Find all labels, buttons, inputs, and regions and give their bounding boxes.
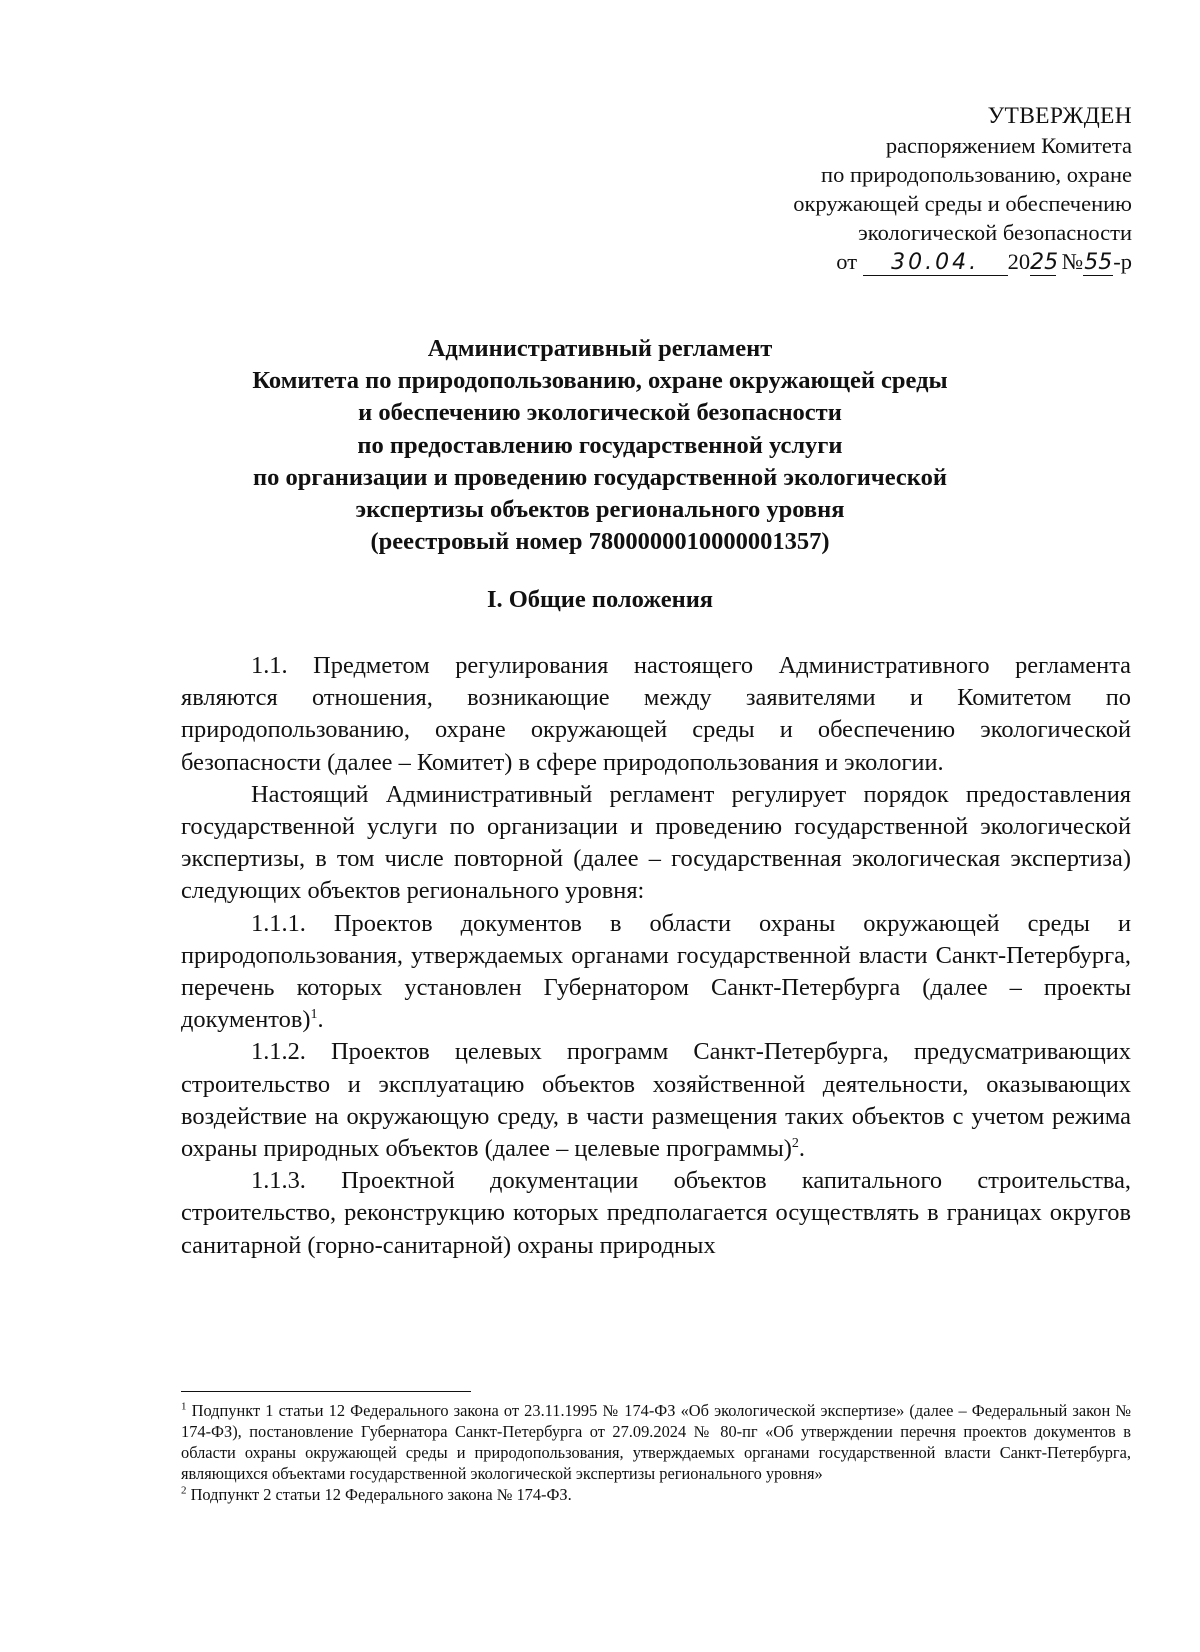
title-line: (реестровый номер 7800000010000001357) — [370, 528, 830, 556]
footnote-mark: 2 — [181, 1484, 187, 1497]
title-line: по предоставлению государственной услуги — [357, 431, 843, 459]
title-line: экспертизы объектов регионального уровня — [355, 496, 845, 524]
footnotes — [181, 1400, 1131, 1505]
approval-line: окружающей среды и обеспечению — [793, 191, 1132, 216]
handwritten-number: 55 — [1084, 250, 1113, 275]
handwritten-date: 30.04. — [863, 251, 1008, 276]
paragraph: Настоящий Административный регламент регулирует порядок предоставления государственной услуги по организации и проведению государственной экологической экспертизы, в том числе повторной (далее – государственная экологическая экспертиза) следующих объектов регионального уровня: — [181, 780, 1131, 905]
approval-date-line — [702, 247, 1132, 276]
title-line: по организации и проведению государственной экологической — [253, 463, 947, 491]
footnote — [181, 1484, 1131, 1505]
paragraph — [181, 908, 1131, 1037]
number-suffix: -р — [1113, 249, 1132, 274]
title-line: Комитета по природопользованию, охране окружающей среды — [252, 367, 948, 395]
footnote-separator — [181, 1391, 471, 1392]
paragraph-end: . — [798, 1135, 806, 1163]
approval-line: по природопользованию, охране — [821, 162, 1132, 187]
title-line: и обеспечению экологической безопасности — [358, 399, 842, 427]
footnote-mark: 1 — [181, 1400, 187, 1413]
approval-block — [702, 102, 1132, 276]
approval-line: распоряжением Комитета — [885, 133, 1132, 158]
handwritten-year: 25 — [1030, 250, 1059, 275]
footnote-reference: 1 — [310, 1007, 318, 1023]
paragraph — [181, 1036, 1131, 1165]
number-sign: № — [1061, 249, 1084, 274]
document-title — [150, 333, 1050, 558]
footnote-reference: 2 — [791, 1135, 799, 1151]
paragraph: 1.1. Предметом регулирования настоящего Административного регламента являются отношения, возникающие между заявителями и Комитетом по природопользованию, охране окружающей среды и обеспечению экологической безопасности (далее – Комитет) в сфере природопользования и экологии. — [181, 652, 1131, 776]
paragraph-end: . — [317, 1006, 324, 1034]
document-body — [181, 650, 1131, 1262]
paragraph-text: 1.1.2. Проектов целевых программ Санкт-Петербурга, предусматривающих строительство и эксплуатацию объектов хозяйственной деятельности, оказывающих воздействие на окружающую среду, в части размещения таких объектов с учетом режима охраны природных объектов (далее – целевые программы) — [181, 1038, 1131, 1163]
year-prefix: 20 — [1007, 249, 1031, 274]
date-prefix: от — [836, 249, 858, 274]
paragraph: 1.1.3. Проектной документации объектов капитального строительства, строительство, реконструкцию которых предполагается осуществлять в границах округов санитарной (горно-санитарной) охраны природных — [181, 1167, 1131, 1259]
title-line: Административный регламент — [427, 335, 773, 362]
approval-heading: УТВЕРЖДЕН — [987, 103, 1132, 129]
footnote-text: Подпункт 2 статьи 12 Федерального закона № 174-ФЗ. — [186, 1485, 572, 1504]
paragraph-text: 1.1.1. Проектов документов в области охраны окружающей среды и природопользования, утверждаемых органами государственной власти Санкт-Петербурга, перечень которых установлен Губернатором Санкт-Петербурга (далее – проекты документов) — [181, 909, 1131, 1034]
footnote — [181, 1400, 1131, 1484]
approval-line: экологической безопасности — [858, 220, 1132, 245]
section-heading: I. Общие положения — [486, 586, 714, 613]
footnote-text: Подпункт 1 статьи 12 Федерального закона от 23.11.1995 № 174-ФЗ «Об экологической экспертизе» (далее – Федеральный закон № 174-ФЗ), постановление Губернатора Санкт-Петербурга от 27.09.2024 № 80-пг «Об утверждении перечня проектов документов в области охраны окружающей среды и природопользования, утверждаемых органами государственной власти Санкт-Петербурга, являющихся объектами государственной экологической экспертизы регионального уровня» — [181, 1401, 1131, 1483]
